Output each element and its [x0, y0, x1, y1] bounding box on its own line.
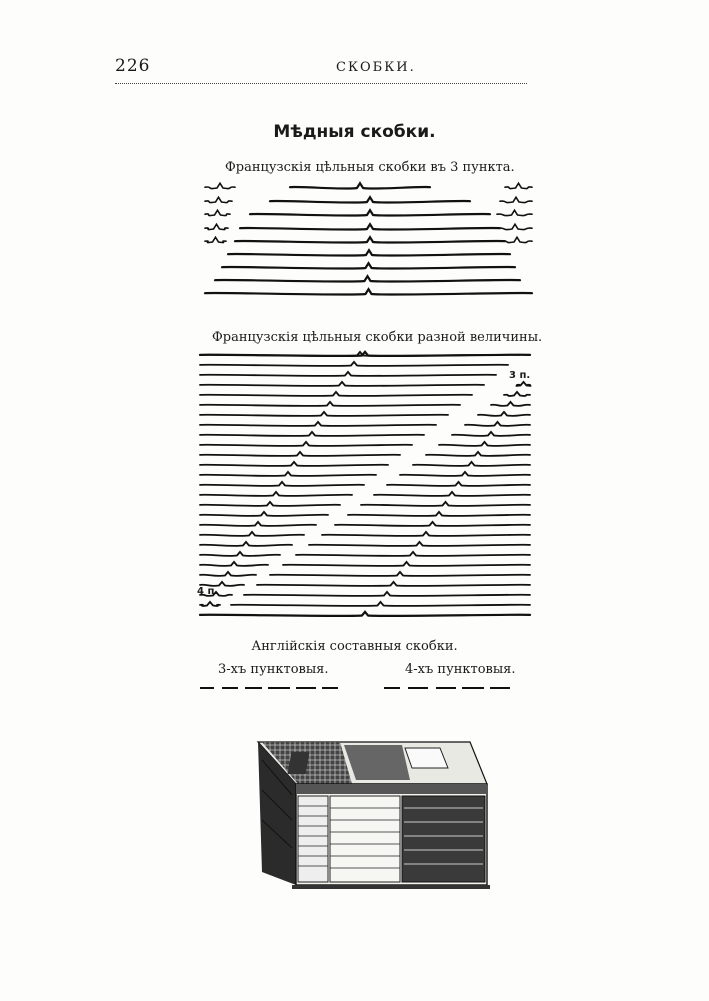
caption-english-3pt: 3-хъ пунктовыя.: [218, 662, 329, 677]
page-number: 226: [115, 56, 151, 76]
caption-french-3pt: Французскія цѣльныя скобки въ 3 пункта.: [225, 160, 515, 175]
caption-english-4pt: 4-хъ пунктовыя.: [405, 662, 516, 677]
label-3pt: 3 п.: [509, 370, 531, 381]
label-4pt: 4 п.: [197, 586, 219, 597]
running-title: СКОБКИ.: [336, 60, 416, 75]
caption-english: Англійскія составныя скобки.: [251, 639, 458, 654]
caption-french-sizes: Французскія цѣльныя скобки разной величины.: [212, 330, 543, 345]
section-title: Мѣдныя скобки.: [273, 122, 436, 142]
